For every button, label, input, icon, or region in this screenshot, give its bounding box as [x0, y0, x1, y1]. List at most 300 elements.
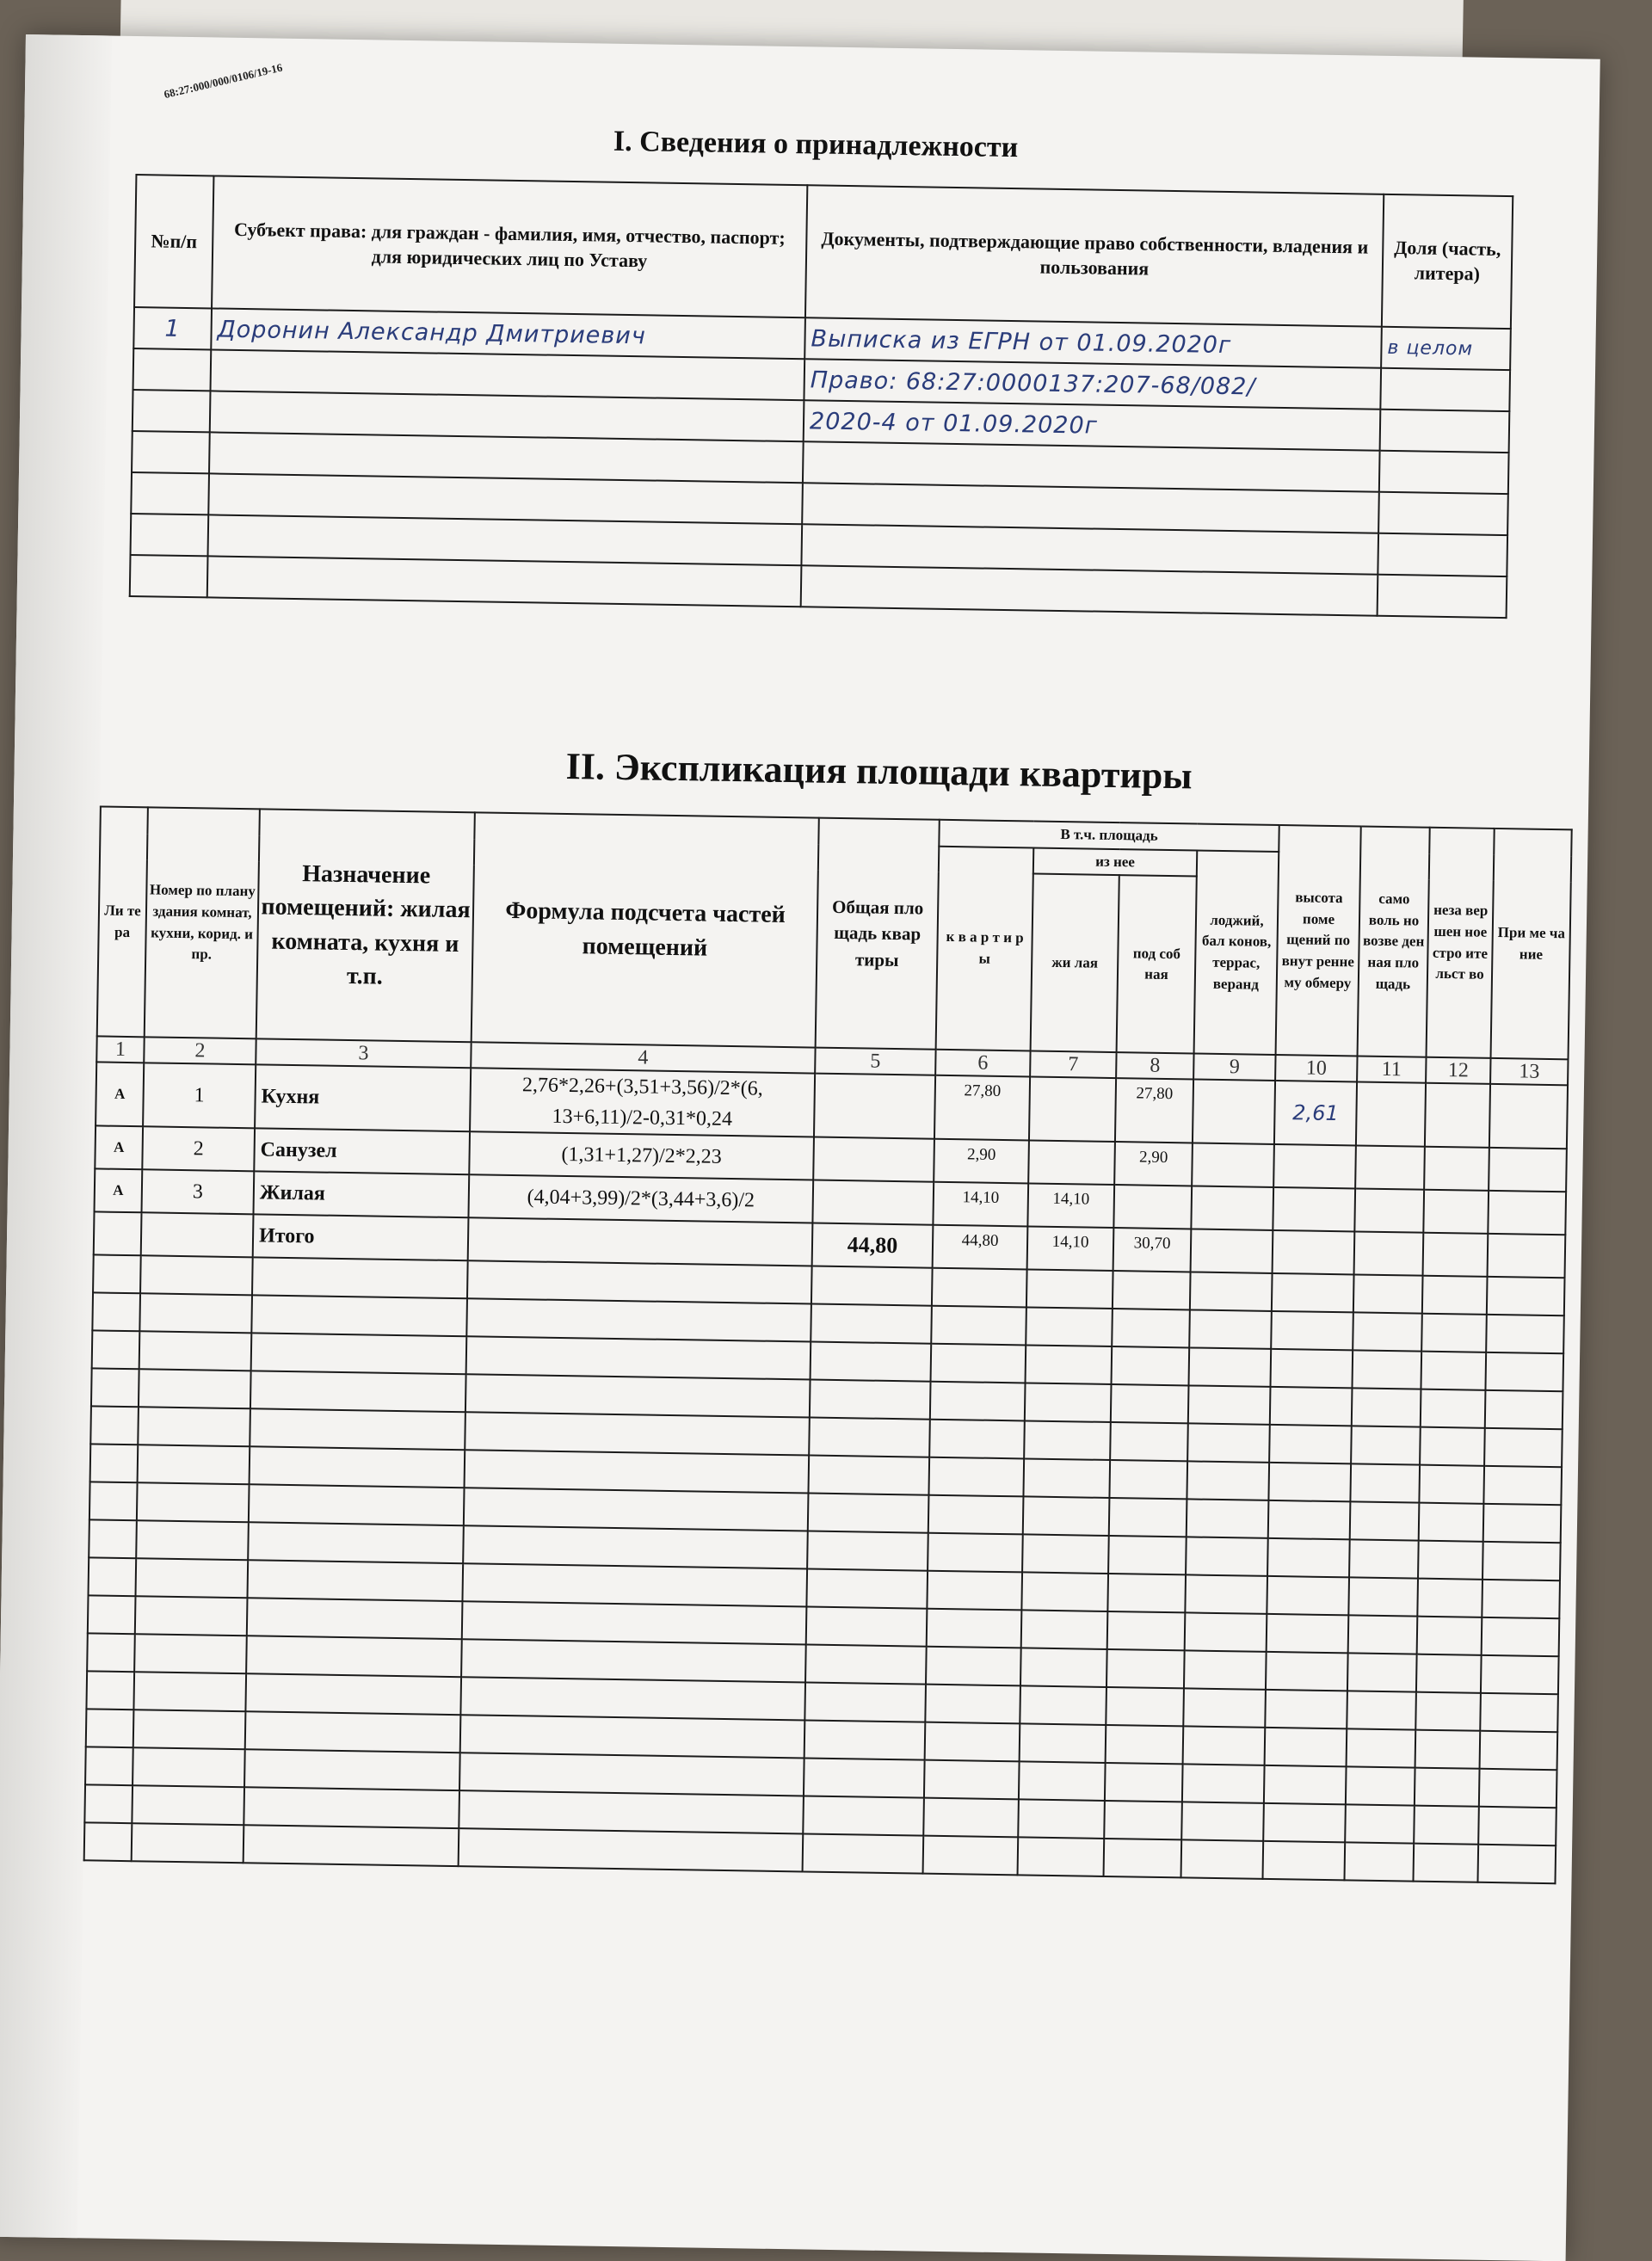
owner-document: Выписка из ЕГРН от 01.09.2020г — [804, 317, 1382, 368]
empty-cell — [245, 1712, 461, 1753]
empty-cell — [467, 1261, 812, 1304]
empty-cell — [805, 1645, 927, 1685]
empty-cell — [928, 1495, 1024, 1535]
empty-cell — [87, 1634, 135, 1673]
empty-cell — [1187, 1500, 1269, 1538]
empty-cell — [1477, 1845, 1556, 1883]
room-num: 2 — [142, 1127, 255, 1172]
empty-cell — [925, 1685, 1020, 1724]
empty-cell — [1267, 1576, 1349, 1615]
empty-cell — [1188, 1348, 1271, 1387]
empty-cell — [932, 1268, 1027, 1308]
column-number: 1 — [96, 1037, 144, 1063]
room-apartment: 44,80 — [933, 1225, 1028, 1270]
empty-cell — [1480, 1693, 1558, 1732]
empty-cell — [1485, 1352, 1563, 1391]
header-formula: Формула подсчета частей помещений — [472, 812, 819, 1048]
empty-cell — [1353, 1351, 1422, 1389]
owner-num — [130, 555, 208, 597]
empty-cell — [927, 1571, 1022, 1611]
empty-cell — [138, 1408, 250, 1447]
empty-cell — [1421, 1389, 1486, 1428]
column-number: 13 — [1490, 1058, 1568, 1085]
room-unfinished — [1423, 1233, 1489, 1277]
empty-cell — [1268, 1463, 1351, 1501]
empty-cell — [929, 1420, 1025, 1459]
section2-title: II. Экспликация площади квартиры — [565, 744, 1193, 798]
owner-name: Доронин Александр Дмитриевич — [211, 308, 805, 359]
empty-cell — [247, 1561, 463, 1602]
empty-cell — [1484, 1428, 1563, 1467]
room-aux — [1113, 1185, 1192, 1229]
room-litera: А — [95, 1169, 143, 1213]
empty-cell — [137, 1483, 250, 1523]
owner-document: Право: 68:27:0000137:207-68/082/ — [804, 359, 1381, 410]
empty-cell — [1353, 1275, 1423, 1314]
room-unauth — [1355, 1146, 1425, 1190]
empty-cell — [1271, 1311, 1353, 1350]
room-apartment: 2,90 — [934, 1139, 1029, 1184]
empty-cell — [1415, 1768, 1480, 1807]
room-unfinished — [1425, 1083, 1490, 1148]
empty-cell — [1112, 1309, 1190, 1347]
header-total-area: Общая пло щадь квар тиры — [816, 818, 940, 1050]
empty-cell — [1350, 1464, 1420, 1503]
empty-cell — [1415, 1692, 1481, 1731]
empty-cell — [1021, 1573, 1108, 1612]
empty-cell — [1347, 1729, 1416, 1768]
room-loggia — [1192, 1143, 1274, 1187]
empty-cell — [1105, 1763, 1183, 1802]
empty-cell — [1266, 1652, 1348, 1691]
empty-cell — [1487, 1277, 1565, 1315]
header-of-which: из нее — [1033, 847, 1197, 877]
room-aux: 2,90 — [1114, 1142, 1193, 1186]
empty-cell — [1485, 1390, 1563, 1429]
empty-cell — [1272, 1273, 1354, 1312]
empty-cell — [1420, 1427, 1485, 1466]
empty-cell — [804, 1759, 925, 1798]
empty-cell — [1185, 1575, 1267, 1614]
empty-cell — [134, 1635, 247, 1674]
empty-cell — [1106, 1725, 1184, 1764]
room-loggia — [1191, 1229, 1273, 1273]
empty-cell — [1023, 1497, 1110, 1537]
empty-cell — [1482, 1617, 1560, 1656]
empty-cell — [244, 1750, 460, 1791]
empty-cell — [1264, 1765, 1347, 1804]
empty-cell — [135, 1559, 248, 1599]
empty-cell — [1181, 1840, 1264, 1879]
empty-cell — [459, 1828, 804, 1871]
empty-cell — [1182, 1765, 1265, 1803]
empty-cell — [926, 1647, 1021, 1686]
room-formula: 2,76*2,26+(3,51+3,56)/2*(6, 13+6,11)/2-0,31*0,24 — [470, 1069, 815, 1137]
empty-cell — [1109, 1498, 1187, 1537]
room-num — [141, 1213, 254, 1258]
empty-cell — [465, 1375, 811, 1418]
room-height: 2,61 — [1274, 1081, 1357, 1145]
column-number: 4 — [471, 1043, 815, 1074]
empty-cell — [92, 1293, 140, 1332]
empty-cell — [1270, 1387, 1353, 1426]
room-unauth — [1354, 1232, 1424, 1276]
owner-share — [1379, 451, 1509, 494]
header-purpose: Назначение помещений: жилая комната, кухня и т.п. — [256, 809, 475, 1042]
empty-cell — [1025, 1383, 1112, 1423]
empty-cell — [86, 1710, 134, 1748]
empty-cell — [1418, 1541, 1483, 1580]
empty-cell — [1421, 1314, 1487, 1352]
room-note — [1489, 1148, 1567, 1192]
empty-cell — [804, 1683, 926, 1722]
room-height — [1273, 1187, 1355, 1231]
empty-cell — [1187, 1462, 1269, 1500]
empty-cell — [807, 1531, 928, 1571]
room-name: Кухня — [255, 1065, 471, 1132]
empty-cell — [1269, 1425, 1352, 1463]
room-total: 44,80 — [812, 1223, 934, 1268]
column-number: 6 — [935, 1050, 1030, 1077]
empty-cell — [1347, 1654, 1417, 1692]
column-number: 7 — [1030, 1051, 1116, 1079]
empty-cell — [91, 1369, 139, 1408]
empty-cell — [1188, 1386, 1271, 1425]
empty-cell — [1417, 1579, 1482, 1617]
room-formula: (4,04+3,99)/2*(3,44+3,6)/2 — [468, 1175, 813, 1223]
empty-cell — [464, 1488, 809, 1531]
section1-title: I. Сведения о принадлежности — [613, 125, 1019, 164]
empty-cell — [247, 1599, 463, 1640]
empty-cell — [928, 1457, 1024, 1497]
owner-num: 1 — [133, 307, 212, 349]
empty-cell — [1112, 1346, 1190, 1385]
header-num: №п/п — [134, 175, 213, 308]
empty-cell — [1416, 1654, 1482, 1693]
empty-cell — [1022, 1535, 1109, 1574]
header-documents: Документы, подтверждающие право собственности, владения и пользования — [805, 185, 1384, 327]
empty-cell — [927, 1609, 1022, 1648]
empty-cell — [460, 1715, 805, 1758]
header-loggias: лоджий, бал конов, террас, веранд — [1194, 850, 1279, 1055]
room-aux: 30,70 — [1113, 1228, 1192, 1272]
empty-cell — [89, 1482, 138, 1521]
empty-cell — [1107, 1574, 1186, 1612]
owner-document: 2020-4 от 01.09.2020г — [804, 400, 1381, 451]
empty-cell — [1352, 1389, 1421, 1427]
room-note — [1489, 1084, 1568, 1149]
empty-cell — [1348, 1616, 1418, 1654]
empty-cell — [1018, 1838, 1105, 1877]
header-living: жи лая — [1031, 874, 1119, 1053]
room-unauth — [1354, 1189, 1424, 1233]
room-unauth — [1356, 1082, 1426, 1147]
empty-cell — [1189, 1310, 1272, 1349]
room-living: 14,10 — [1027, 1184, 1114, 1229]
empty-cell — [243, 1826, 459, 1867]
empty-cell — [461, 1639, 806, 1682]
empty-cell — [1183, 1727, 1266, 1765]
empty-cell — [1421, 1352, 1486, 1390]
room-apartment: 27,80 — [934, 1075, 1030, 1141]
empty-cell — [251, 1334, 467, 1375]
room-unfinished — [1423, 1190, 1489, 1234]
empty-cell — [1024, 1421, 1111, 1461]
room-litera: А — [95, 1126, 143, 1170]
empty-cell — [1020, 1648, 1107, 1688]
empty-cell — [462, 1563, 807, 1606]
empty-cell — [139, 1294, 252, 1334]
column-number: 8 — [1116, 1052, 1193, 1079]
empty-cell — [1483, 1466, 1562, 1505]
room-unfinished — [1424, 1147, 1489, 1191]
empty-cell — [811, 1266, 933, 1306]
empty-cell — [1020, 1686, 1106, 1726]
empty-cell — [459, 1790, 804, 1833]
empty-cell — [1345, 1843, 1415, 1882]
empty-cell — [252, 1258, 468, 1299]
empty-cell — [1483, 1504, 1562, 1543]
empty-cell — [466, 1337, 811, 1380]
room-living — [1028, 1141, 1115, 1186]
header-unauthorized: само воль но возве ден ная пло щадь — [1358, 826, 1430, 1057]
empty-cell — [1181, 1802, 1264, 1841]
owner-share — [1380, 368, 1510, 411]
empty-cell — [133, 1672, 246, 1711]
room-note — [1488, 1234, 1566, 1278]
owner-num — [133, 390, 211, 432]
explication-table — [83, 805, 1573, 1884]
empty-cell — [1263, 1803, 1346, 1842]
empty-cell — [88, 1596, 136, 1635]
empty-cell — [462, 1601, 807, 1644]
empty-cell — [1353, 1313, 1422, 1352]
empty-cell — [1348, 1578, 1418, 1617]
empty-cell — [1109, 1460, 1187, 1499]
empty-cell — [1018, 1800, 1105, 1839]
empty-cell — [928, 1533, 1023, 1573]
empty-cell — [1268, 1500, 1351, 1539]
empty-cell — [924, 1760, 1020, 1800]
empty-cell — [1349, 1540, 1419, 1579]
empty-cell — [1347, 1691, 1416, 1730]
empty-cell — [1267, 1614, 1349, 1653]
room-formula — [468, 1218, 813, 1266]
empty-cell — [1350, 1502, 1420, 1541]
empty-cell — [925, 1722, 1020, 1762]
owner-num — [131, 514, 209, 556]
empty-cell — [90, 1445, 139, 1483]
room-note — [1488, 1191, 1566, 1235]
empty-cell — [1104, 1839, 1182, 1877]
empty-cell — [459, 1753, 804, 1796]
document-number: 68:27:000/000/0106/19-16 — [163, 60, 284, 102]
room-name: Санузел — [254, 1129, 470, 1175]
document-page — [0, 34, 1600, 2261]
empty-cell — [84, 1823, 133, 1862]
empty-cell — [249, 1485, 465, 1526]
empty-cell — [138, 1445, 250, 1485]
empty-cell — [1185, 1613, 1267, 1652]
empty-cell — [1108, 1536, 1187, 1574]
header-auxiliary: под соб ная — [1117, 875, 1197, 1053]
room-name: Итого — [253, 1215, 469, 1261]
empty-cell — [1019, 1762, 1106, 1802]
empty-cell — [1419, 1503, 1484, 1542]
empty-cell — [89, 1520, 137, 1559]
empty-cell — [1186, 1537, 1268, 1576]
empty-cell — [1104, 1801, 1182, 1839]
room-living — [1029, 1077, 1116, 1143]
empty-cell — [1021, 1611, 1108, 1650]
room-litera — [94, 1212, 142, 1256]
empty-cell — [1422, 1276, 1488, 1315]
empty-cell — [810, 1380, 931, 1420]
room-total — [814, 1074, 935, 1139]
empty-cell — [1107, 1611, 1186, 1650]
header-subject: Субъект права: для граждан - фамилия, имя, отчество, паспорт; для юридических лиц по Уставу — [212, 176, 807, 317]
header-litera: Ли те ра — [97, 806, 148, 1037]
owner-share — [1378, 533, 1507, 576]
empty-cell — [133, 1710, 246, 1749]
empty-cell — [1415, 1730, 1481, 1769]
empty-cell — [466, 1299, 811, 1342]
owner-name — [207, 556, 802, 607]
room-aux: 27,80 — [1115, 1078, 1193, 1143]
empty-cell — [1190, 1272, 1273, 1311]
empty-cell — [251, 1296, 467, 1337]
empty-cell — [1481, 1655, 1559, 1694]
empty-cell — [1414, 1844, 1479, 1882]
empty-cell — [1479, 1769, 1557, 1808]
empty-cell — [808, 1494, 929, 1533]
empty-cell — [1345, 1805, 1415, 1844]
empty-cell — [1026, 1270, 1113, 1309]
empty-cell — [808, 1456, 929, 1495]
empty-cell — [1419, 1465, 1484, 1504]
empty-cell — [811, 1342, 932, 1382]
empty-cell — [1026, 1346, 1113, 1385]
room-loggia — [1193, 1080, 1275, 1144]
header-height: высота поме щений по внут ренне му обмеру — [1276, 825, 1361, 1057]
empty-cell — [1184, 1651, 1267, 1690]
empty-cell — [1486, 1315, 1564, 1353]
owner-share: в целом — [1381, 327, 1511, 370]
header-share: Доля (часть, литера) — [1382, 194, 1513, 329]
room-total — [812, 1180, 934, 1225]
empty-cell — [1265, 1728, 1347, 1766]
room-total — [813, 1137, 934, 1182]
empty-cell — [465, 1450, 810, 1493]
empty-cell — [923, 1798, 1019, 1838]
owner-num — [131, 472, 209, 514]
room-formula: (1,31+1,27)/2*2,23 — [469, 1132, 814, 1180]
empty-cell — [803, 1834, 924, 1874]
column-number: 2 — [144, 1038, 256, 1065]
empty-cell — [931, 1344, 1026, 1383]
header-plan-num: Номер по плану здания комнат, кухни, корид. и пр. — [145, 807, 260, 1038]
empty-cell — [132, 1823, 244, 1863]
empty-cell — [931, 1306, 1026, 1346]
empty-cell — [1106, 1687, 1184, 1726]
room-litera: А — [96, 1063, 144, 1127]
empty-cell — [139, 1332, 252, 1371]
owner-num — [133, 348, 212, 391]
room-height — [1273, 1230, 1355, 1274]
empty-cell — [1267, 1538, 1350, 1577]
empty-cell — [140, 1256, 253, 1296]
empty-cell — [1187, 1424, 1270, 1463]
empty-cell — [1106, 1649, 1185, 1688]
empty-cell — [132, 1785, 244, 1825]
empty-cell — [811, 1304, 932, 1344]
empty-cell — [1271, 1349, 1353, 1388]
empty-cell — [1417, 1617, 1482, 1655]
empty-cell — [806, 1607, 928, 1647]
empty-cell — [1026, 1308, 1113, 1347]
empty-cell — [1111, 1384, 1189, 1423]
room-num: 3 — [142, 1170, 255, 1215]
ownership-table — [129, 174, 1514, 619]
column-number: 12 — [1426, 1057, 1490, 1084]
room-height — [1273, 1144, 1356, 1188]
owner-num — [132, 431, 210, 473]
empty-cell — [250, 1447, 465, 1488]
empty-cell — [1113, 1271, 1191, 1309]
empty-cell — [465, 1413, 810, 1456]
empty-cell — [1482, 1542, 1561, 1580]
empty-cell — [1265, 1690, 1347, 1728]
empty-cell — [139, 1370, 251, 1409]
empty-cell — [1023, 1459, 1110, 1499]
empty-cell — [86, 1672, 134, 1710]
empty-cell — [90, 1407, 139, 1445]
empty-cell — [1482, 1580, 1560, 1618]
column-number: 3 — [256, 1039, 471, 1069]
empty-cell — [1346, 1767, 1415, 1806]
header-apartment: к в а р т и р ы — [936, 846, 1034, 1050]
empty-cell — [806, 1569, 928, 1609]
empty-cell — [804, 1721, 926, 1760]
empty-cell — [1478, 1807, 1556, 1845]
room-name: Жилая — [253, 1172, 469, 1218]
empty-cell — [923, 1836, 1019, 1876]
empty-cell — [136, 1521, 249, 1561]
empty-cell — [1351, 1426, 1421, 1465]
column-number: 5 — [815, 1048, 935, 1075]
empty-cell — [803, 1796, 924, 1836]
header-notes: При ме ча ние — [1491, 829, 1572, 1060]
owner-share — [1380, 410, 1510, 453]
empty-cell — [463, 1525, 808, 1568]
empty-cell — [1414, 1806, 1479, 1845]
empty-cell — [1263, 1841, 1346, 1880]
empty-cell — [1020, 1724, 1106, 1764]
room-loggia — [1191, 1186, 1273, 1230]
empty-cell — [809, 1418, 930, 1457]
column-number: 9 — [1193, 1054, 1275, 1081]
empty-cell — [246, 1636, 462, 1678]
empty-cell — [1110, 1422, 1188, 1461]
empty-cell — [1480, 1731, 1558, 1770]
empty-cell — [243, 1788, 459, 1829]
empty-cell — [460, 1677, 805, 1720]
empty-cell — [245, 1674, 461, 1716]
column-number: 10 — [1275, 1055, 1357, 1081]
empty-cell — [85, 1747, 133, 1786]
empty-cell — [93, 1255, 141, 1294]
column-number: 11 — [1357, 1057, 1426, 1083]
